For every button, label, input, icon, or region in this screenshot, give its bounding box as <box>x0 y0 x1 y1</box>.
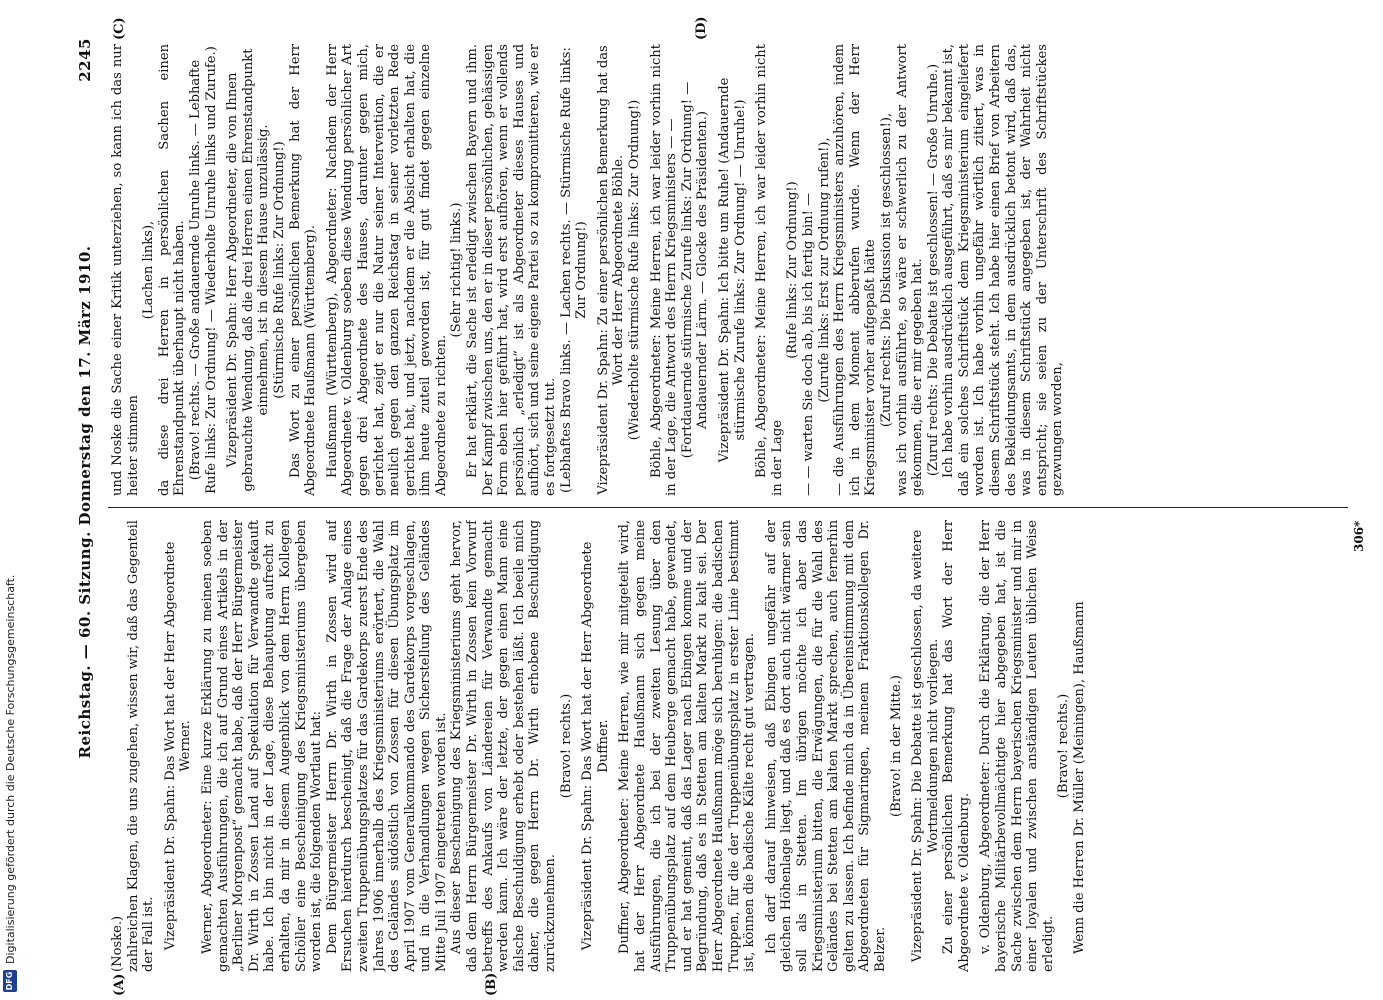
paragraph: Böhle, Abgeordneter: Meine Herren, ich war leider vorhin nicht in der Lage, die Antwort des Herrn Kriegsministers — — <box>648 44 680 496</box>
page-number: 2245 <box>76 38 94 82</box>
dfg-logo: DFG <box>3 970 17 992</box>
paragraph: (Bravo! rechts. — Große andauernde Unruhe links. — Lebhafte Rufe links: Zur Ordnung! — Wiederholte Unruhe links und Zurufe.) <box>187 46 219 494</box>
paragraph: Vizepräsident Dr. Spahn: Ich bitte um Ruhe! (Andauernde stürmische Zurufe links: Zur Ordnung! — Unruhe!) <box>716 77 748 463</box>
paragraph: (Lebhaftes Bravo links. — Lachen rechts. — Stürmische Rufe links: Zur Ordnung!) <box>558 47 590 493</box>
paragraph: Dem Bürgermeister Herrn Dr. Wirth in Zossen wird auf Ersuchen hierdurch bescheinigt, daß die Frage der Anlage eines zweiten Truppenübungsplatzes für das Gardekorps zuerst Ende des Jahres 1906 innerhalb des Kriegsministeriums erörtert, die Wahl des Geländes südöstlich von Zossen für diesen Übungsplatz im April 1907 vom Generalkommando des Gardekorps vorgeschlagen, und in die Verhandlungen wegen Sicherstellung des Geländes Mitte Juli 1907 eingetreten worden ist. <box>324 520 449 972</box>
paragraph: Wenn die Herren Dr. Müller (Meiningen), Haußmann <box>1072 601 1088 954</box>
paragraph: (Sehr richtig! links.) <box>449 202 465 338</box>
paragraph: (Bravo! rechts.) <box>558 693 574 799</box>
paragraph: (Lachen links), <box>141 220 157 320</box>
paragraph: (Zuruf rechts: Die Diskussion ist geschlossen!), <box>878 112 894 428</box>
paragraph: Ich darf darauf hinweisen, daß Ebingen ungefähr auf der gleichen Höhenlage liegt, und daß es dort auch nicht wärmer sein soll als in Stetten. Im übrigen möchte ich aber das Kriegsministerium bitten, die Erwägungen, die für die Wahl des Geländes bei Stetten am kalten Markt sprechen, auch fernerhin gelten zu lassen. Ich befinde mich da in Übereinstimmung mit dem Abgeordneten für Sigmaringen, meinem Fraktionskollegen Dr. Belzer. <box>763 520 888 972</box>
margin-marker-b: (B) <box>484 972 499 996</box>
paragraph: Vizepräsident Dr. Spahn: Das Wort hat der Herr Abgeordnete Duffner. <box>580 541 611 951</box>
right-text-column <box>110 44 1345 496</box>
margin-marker-d: (D) <box>694 16 709 40</box>
paragraph: — die Ausführungen des Herrn Kriegsministers anzuhören, indem ich in dem Moment abberufen wurde. Wenn der Herr Kriegsminister vorher aufgepaßt hätte <box>832 44 879 496</box>
paragraph: (Wiederholte stürmische Rufe links: Zur Ordnung!) <box>627 99 642 441</box>
page-header-title: Reichstag. — 60. Sitzung. Donnerstag den 17. März 1910. <box>76 245 94 759</box>
paragraph: (Fortdauernde stürmische Zurufe links: Zur Ordnung! — Andauernder Lärm. — Glocke des Präsidenten.) <box>679 81 711 459</box>
paragraph: — — warten Sie doch ab, bis ich fertig bin! — <box>800 192 816 496</box>
dfg-funding-note <box>0 0 20 1000</box>
paragraph: Vizepräsident Dr. Spahn: Die Debatte ist geschlossen, da weitere Wortmeldungen nicht vorliegen. <box>910 529 941 963</box>
paragraph: Werner, Abgeordneter: Eine kurze Erklärung zu meinen soeben gemachten Ausführungen, die ich auf Grund eines Artikels in der „Berliner Morgenpost“ gemacht habe, daß der Herr Bürgermeister Dr. Wirth in Zossen Land auf Spekulation für Verwandte gekauft habe. Ich bin nicht in der Lage, diese Behauptung aufrecht zu erhalten, da mir in diesem Augenblick von dem Herrn Kollegen Schöller eine Bescheinigung des Kriegsministeriums übergeben worden ist, die folgenden Wortlaut hat: <box>199 520 325 972</box>
paragraph: (Rufe links: Zur Ordnung!) <box>785 181 801 359</box>
paragraph: (Zuruf rechts: Die Debatte ist geschlossen! — Große Unruhe.) <box>925 63 941 477</box>
document-page <box>56 0 1376 1000</box>
paragraph: (Bravo! in der Mitte.) <box>888 675 904 817</box>
paragraph: Böhle, Abgeordneter: Meine Herren, ich war leider vorhin nicht in der Lage <box>754 44 785 496</box>
paragraph: da diese drei Herren in persönlichen Sachen einen Ehrenstandpunkt überhaupt nicht haben. <box>156 44 188 496</box>
paragraph: Vizepräsident Dr. Spahn: Das Wort hat der Herr Abgeordnete Werner. <box>162 541 194 951</box>
paragraph: v. Oldenburg, Abgeordneter: Durch die Erklärung, die der Herr bayerische Militärbevollmächtigte hier abgegeben hat, ist die Sache zwischen dem Herrn bayerischen Kriegsminister und mir in einer loyalen und zwischen anständigen Leuten üblichen Weise erledigt. <box>978 520 1056 972</box>
margin-marker-a: (A) <box>112 973 127 996</box>
column-divider <box>108 507 1348 508</box>
paragraph: (Bravo! rechts.) <box>1056 693 1072 799</box>
paragraph: Er hat erklärt, die Sache ist erledigt zwischen Bayern und ihm. Der Kampf zwischen uns, den er in dieser persönlichen, gehässigen Form eben hier geführt hat, wird erst aufhören, wenn er vollends persönlich „erledigt“ ist als Abgeordneter dieses Hauses und aufhört, sich und seine eigene Partei so zu kompromittieren, wie er es fortgesetzt tut. <box>465 44 559 496</box>
paragraph: Aus dieser Bescheinigung des Kriegsministeriums geht hervor, daß dem Herrn Bürgermeister Dr. Wirth in Zossen kein Vorwurf betreffs des Ankaufs von Ländereien für Verwandte gemacht werden kann. Ich wäre der letzte, der gegen einen Mann eine falsche Beschuldigung erhebt oder bestehen läßt. Ich beeile mich daher, die gegen Herrn Dr. Wirth erhobene Beschuldigung zurückzunehmen. <box>449 520 559 972</box>
left-text-column <box>110 520 1345 972</box>
footer-number: 306* <box>1352 520 1366 552</box>
paragraph: Ich habe vorhin ausdrücklich ausgeführt, daß es mir bekannt ist, daß ein solches Schriftstück dem Kriegsministerium eingeliefert worden ist. Ich habe vorhin ungefähr wörtlich zitiert, was in diesem Schriftstück steht. Ich habe hier einen Brief von Arbeitern des Bekleidungsamts, in dem ausdrücklich betont wird, daß das, was in diesem Schriftstück angegeben ist, der Wahrheit nicht entspricht; sie seien zu der Unterschrift des Schriftstückes gezwungen worden, <box>941 44 1066 496</box>
paragraph: zahlreichen Klagen, die uns zugehen, wissen wir, daß das Gegenteil der Fall ist. <box>125 520 157 972</box>
paragraph: (Zurufe links: Erst zur Ordnung rufen!), <box>816 137 832 403</box>
paragraph: (Stürmische Rufe links: Zur Ordnung!) <box>271 141 287 399</box>
paragraph: und Noske die Sache einer Kritik unterziehen, so kann ich das nur heiter stimmen <box>110 44 141 496</box>
paragraph: Duffner, Abgeordneter: Meine Herren, wie mir mitgeteilt wird, hat der Herr Abgeordnete Haußmann sich gegen meine Ausführungen, die ich bei der zweiten Lesung über den Truppenübungsplatz auf dem Heuberge gemacht habe, gewendet, und er hat gemeint, daß das Lager nach Ebingen komme und der Begründung, daß es in Stetten am kalten Markt zu kalt sei. Der Herr Abgeordnete Haußmann möge sich beruhigen: die badischen Truppen, für die der Truppenübungsplatz in erster Linie bestimmt ist, können die badische Kälte recht gut vertragen. <box>617 520 758 972</box>
paragraph: Das Wort zu einer persönlichen Bemerkung hat der Herr Abgeordnete Haußmann (Württemberg). <box>287 44 319 496</box>
page-header <box>74 32 100 972</box>
paragraph: was ich vorhin ausführte, so wäre er schwerlich zu der Antwort gekommen, die er mir gegeben hat. <box>894 44 926 496</box>
paragraph: Vizepräsident Dr. Spahn: Zu einer persönlichen Bemerkung hat das Wort der Herr Abgeordnete Böhle. <box>595 45 627 495</box>
paragraph: (Noske.) <box>110 915 125 972</box>
funding-note-text: Digitalisierung gefördert durch die Deutsche Forschungsgemeinschaft. <box>3 574 17 964</box>
margin-marker-c: (C) <box>112 17 127 40</box>
paragraph: Vizepräsident Dr. Spahn: Herr Abgeordneter, die von Ihnen gebrauchte Wendung, daß die drei Herren einen Ehrenstandpunkt einnehmen, ist in diesem Hause unzulässig. <box>225 48 272 492</box>
paragraph: Haußmann (Württemberg), Abgeordneter: Nachdem der Herr Abgeordnete v. Oldenburg soeben diese Wendung persönlicher Art gegen drei Abgeordnete des Hauses, darunter gegen mich, gerichtet hat, zeigt er nur die Natur seiner Intervention, die er neulich gegen den ganzen Reichstag in seiner vorletzten Rede gerichtet hat, und jetzt, nachdem er die Absicht erhalten hat, die ihm heute zuteil geworden ist, für gut findet gegen einzelne Abgeordnete zu richten. <box>324 44 449 496</box>
paragraph: Zu einer persönlichen Bemerkung hat das Wort der Herr Abgeordnete v. Oldenburg. <box>941 520 972 972</box>
